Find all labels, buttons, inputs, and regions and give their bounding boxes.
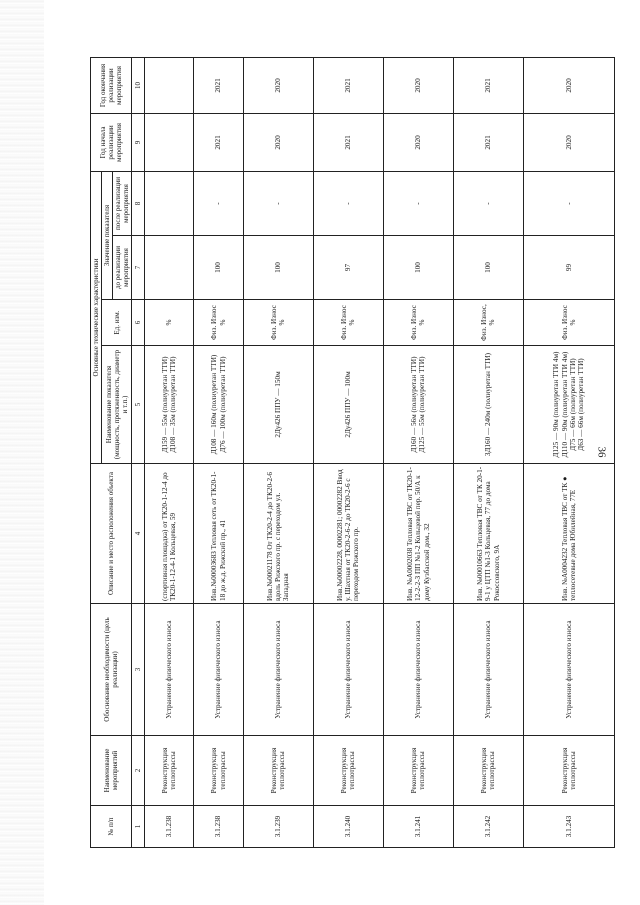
row-number: 3.1.239 (243, 806, 313, 848)
row-unit: Физ. Износ % (194, 300, 243, 346)
row-end-year: 2021 (313, 57, 383, 113)
row-start-year (145, 113, 194, 171)
row-name: Реконструкция теплотрассы (453, 736, 523, 806)
row-start-year: 2021 (453, 113, 523, 171)
header-values-group: Значение показателя (102, 171, 113, 299)
col-number: 5 (132, 346, 145, 464)
row-after: - (243, 171, 313, 235)
row-location: Инв.№00003683 Тепловая сеть от ТК20-1-18 до ж.д. Рижский пр., 41 (194, 464, 243, 604)
row-tech: Д108 — 160м (полиуретан ТТИ) Д76 — 100м (полиуретан ТТИ) (194, 346, 243, 464)
row-end-year: 2021 (194, 57, 243, 113)
row-reason: Устранение физического износа (243, 604, 313, 736)
row-before (145, 236, 194, 300)
row-unit: Физ. Износ % (313, 300, 383, 346)
col-number: 9 (132, 113, 145, 171)
table-row (145, 57, 194, 847)
row-reason: Устранение физического износа (383, 604, 453, 736)
row-tech: 2Ду426 ППУ — 150м (243, 346, 313, 464)
row-after (145, 171, 194, 235)
rotated-table-wrapper (90, 58, 615, 848)
header-end-year: Год окончания реализации мероприятия (91, 57, 132, 113)
row-after: - (453, 171, 523, 235)
col-number: 7 (132, 236, 145, 300)
row-location: Инв.№00002228, 00002281; 00002282 Ввод у. Шахтная от ТК20-2-6-2 до ТК20-2-6 с переходом Рижского пр. (313, 464, 383, 604)
row-unit: Физ. Износ % (383, 300, 453, 346)
row-number: 3.1.242 (453, 806, 523, 848)
row-number: 3.1.238 (194, 806, 243, 848)
row-unit: Физ. Износ % (243, 300, 313, 346)
row-unit: % (145, 300, 194, 346)
header-reason: Обоснование необходимости (цель реализации) (91, 604, 132, 736)
row-tech: Д125 — 90м (полиуретан ТТИ 4м) Д110 — 90м (полиуретан ТТИ 4м) Д75 — 66м (полиуретан ТТИ) Д63 — 66м (полиуретан ТТИ) (524, 346, 615, 464)
row-unit: Физ. Износ % (524, 300, 615, 346)
row-start-year: 2020 (524, 113, 615, 171)
row-after: - (524, 171, 615, 235)
row-after: - (313, 171, 383, 235)
col-number: 3 (132, 604, 145, 736)
row-reason: Устранение физического износа (194, 604, 243, 736)
col-number: 6 (132, 300, 145, 346)
row-before: 100 (453, 236, 523, 300)
header-row-1 (91, 57, 102, 847)
row-location: Инв. №00010663 Тепловая ТВС от ТК 20-1-9-1 у ЦТП №1-3 Кольцевая, 77 до дома Рокоссовского, 9А (453, 464, 523, 604)
row-number: 3.1.243 (524, 806, 615, 848)
row-before: 99 (524, 236, 615, 300)
header-tech-name: Наименование показателя (мощность, протяженность, диаметр и т.п.) (102, 346, 132, 464)
row-tech: Д159 — 55м (полиуретан ТТИ) Д108 — 35м (полиуретан ТТИ) (145, 346, 194, 464)
row-end-year: 2020 (524, 57, 615, 113)
row-name: Реконструкция теплотрассы (524, 736, 615, 806)
header-name: Наименование мероприятий (91, 736, 132, 806)
table-row (524, 57, 615, 847)
row-before: 100 (383, 236, 453, 300)
row-location: (спортивная площадка) от ТК20-1-12-4 до ТК20-1-12-4-1 Кольцевая, 59 (145, 464, 194, 604)
row-tech: 2Ду426 ППУ — 100м (313, 346, 383, 464)
row-before: 100 (243, 236, 313, 300)
row-location: Инв. №А0002038 Тепловая ТВС от ТК20-1-12-2-2-3 ПП №1-2 Кольцевой пер. 50/А к дому Кузбасской дом., 32 (383, 464, 453, 604)
row-name: Реконструкция теплотрассы (194, 736, 243, 806)
row-end-year: 2021 (453, 57, 523, 113)
row-location: Инв. №А0004232 Тепловая ТВС от ТК ● теплосетевые дома Юбилейная, 77Е (524, 464, 615, 604)
row-after: - (194, 171, 243, 235)
row-start-year: 2020 (383, 113, 453, 171)
measures-table (90, 57, 615, 848)
column-number-row (132, 57, 145, 847)
header-before: до реализации мероприятия (113, 236, 132, 300)
table-row (313, 57, 383, 847)
table-row (383, 57, 453, 847)
row-reason: Устранение физического износа (524, 604, 615, 736)
row-start-year: 2020 (243, 113, 313, 171)
header-start-year: Год начала реализации мероприятия (91, 113, 132, 171)
row-start-year: 2021 (194, 113, 243, 171)
row-number: 3.1.241 (383, 806, 453, 848)
table-row (453, 57, 523, 847)
row-name: Реконструкция теплотрассы (383, 736, 453, 806)
row-name: Реконструкция теплотрассы (145, 736, 194, 806)
row-tech: 3Д160 — 240м (полиуретан ТТИ) (453, 346, 523, 464)
header-tech-group: Основные технические характеристики (91, 171, 102, 463)
scan-edge-artifact (0, 0, 44, 905)
row-end-year: 2020 (243, 57, 313, 113)
row-number: 3.1.240 (313, 806, 383, 848)
table-row (194, 57, 243, 847)
row-start-year: 2021 (313, 113, 383, 171)
header-after: после реализации мероприятия (113, 171, 132, 235)
row-after: - (383, 171, 453, 235)
page-number: 36 (595, 446, 608, 458)
row-before: 100 (194, 236, 243, 300)
row-end-year: 2020 (383, 57, 453, 113)
row-location: Инв.№00021178 От ТК20-2-4 до ТК20-2-6 вдоль Рижского пр. с переходом ул. Западная (243, 464, 313, 604)
col-number: 10 (132, 57, 145, 113)
col-number: 2 (132, 736, 145, 806)
row-before: 97 (313, 236, 383, 300)
row-name: Реконструкция теплотрассы (243, 736, 313, 806)
row-reason: Устранение физического износа (453, 604, 523, 736)
row-unit: Физ. Износ, % (453, 300, 523, 346)
row-tech: Д160 — 56м (полиуретан ТТИ) Д125 — 55м (полиуретан ТТИ) (383, 346, 453, 464)
row-number: 3.1.238 (145, 806, 194, 848)
table-body (145, 57, 615, 847)
col-number: 4 (132, 464, 145, 604)
row-name: Реконструкция теплотрассы (313, 736, 383, 806)
table-row (243, 57, 313, 847)
row-end-year (145, 57, 194, 113)
col-number: 8 (132, 171, 145, 235)
row-reason: Устранение физического износа (145, 604, 194, 736)
header-num: № п/п (91, 806, 132, 848)
header-unit: Ед. изм. (102, 300, 132, 346)
col-number: 1 (132, 806, 145, 848)
row-reason: Устранение физического износа (313, 604, 383, 736)
header-location: Описание и место расположения объекта (91, 464, 132, 604)
